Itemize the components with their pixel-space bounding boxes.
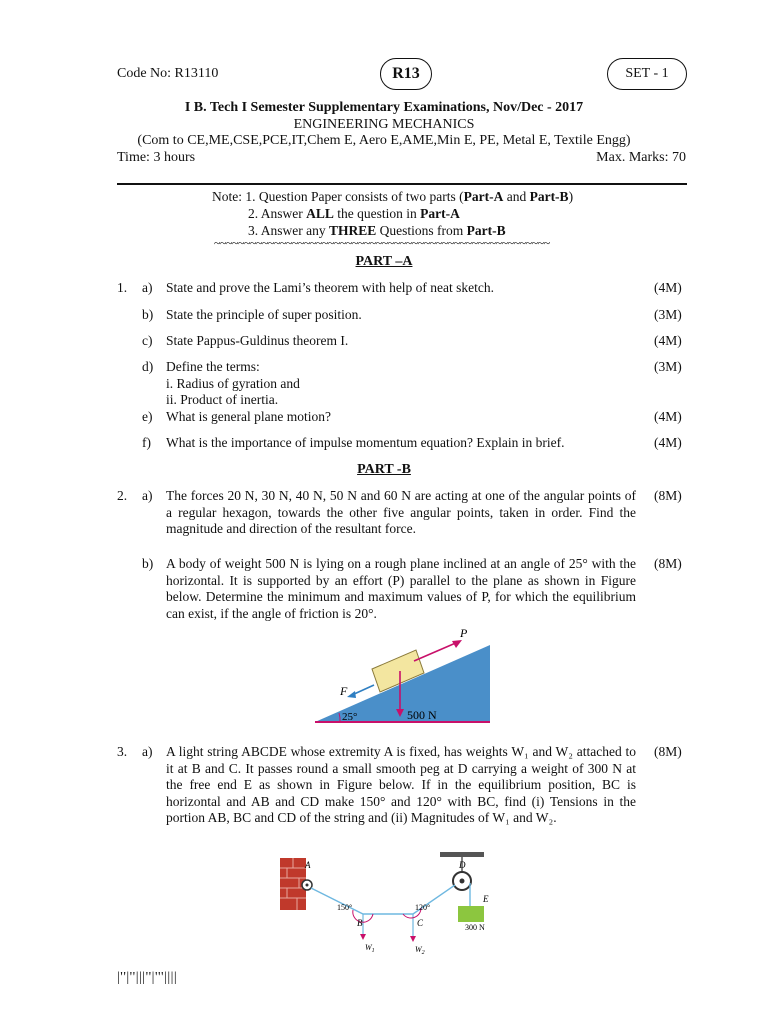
question-text: What is the importance of impulse momentum equation? Explain in brief. bbox=[166, 435, 565, 450]
ceiling bbox=[440, 852, 484, 857]
question-line: i. Radius of gyration and bbox=[166, 375, 300, 391]
note-text: 3. Answer any bbox=[248, 223, 329, 238]
label-w1: $W_1$ bbox=[365, 943, 375, 954]
question-text: A light string ABCDE whose extremity A is fixed, has weights W₁ and W₂ attached to it at B and C. It passes round a small smooth peg at D carrying a weight of 300 N at the free end E as shown in Figure below. If in the equilibrium position, BC is horizontal and AB and CD make 150° and 120° with BC, find (i) Tensions in the portion AB, BC and CD of the string and (ii) Magnitudes of W₁ and W₂. bbox=[166, 744, 636, 825]
friction-arrowhead bbox=[347, 691, 356, 698]
question-text: What is general plane motion? bbox=[166, 409, 331, 424]
string-peg-figure bbox=[275, 850, 505, 960]
peg-d-center bbox=[460, 879, 465, 884]
exam-title: I B. Tech I Semester Supplementary Examinations, Nov/Dec - 2017 bbox=[184, 100, 584, 115]
question-text: State and prove the Lami’s theorem with help of neat sketch. bbox=[166, 280, 495, 295]
question-marks: (4M) bbox=[654, 435, 682, 450]
subquestion-label: a) bbox=[142, 280, 153, 295]
note-bold: ALL bbox=[306, 206, 334, 221]
question-marks: (3M) bbox=[654, 307, 682, 322]
question-marks: (8M) bbox=[654, 488, 682, 503]
note-bold: Part-A bbox=[420, 206, 460, 221]
question-marks: (3M) bbox=[654, 359, 682, 374]
label-e: E bbox=[483, 894, 489, 904]
part-b-heading: PART -B bbox=[357, 462, 411, 477]
label-weight: 500 N bbox=[407, 708, 437, 722]
label-c: C bbox=[417, 918, 424, 928]
label-120: 120° bbox=[415, 903, 431, 912]
label-b: B bbox=[357, 918, 363, 928]
label-a: A bbox=[305, 860, 311, 870]
subquestion-label: a) bbox=[142, 488, 153, 503]
note-text: and bbox=[503, 189, 530, 204]
inclined-plane-figure bbox=[300, 625, 500, 730]
subquestion-label: f) bbox=[142, 435, 151, 450]
exam-time: Time: 3 hours bbox=[117, 150, 196, 165]
effort-arrow bbox=[414, 642, 458, 661]
note-bold: Part-A bbox=[463, 189, 504, 204]
label-f: F bbox=[340, 684, 348, 698]
question-text: A body of weight 500 N is lying on a rough plane inclined at an angle of 25° with the horizontal. It is supported by an effort (P) parallel to the plane as shown in Figure below. Determine the minimum and maximum values of P, for which the equilibrium can exist, if the angle of friction is 20°. bbox=[166, 556, 636, 621]
w1-arrowhead bbox=[360, 934, 366, 940]
label-angle: 25° bbox=[342, 711, 358, 723]
note-text: Questions from bbox=[376, 223, 467, 238]
label-150: 150° bbox=[337, 903, 353, 912]
note-text: 2. Answer bbox=[248, 206, 307, 221]
label-p: P bbox=[460, 626, 468, 640]
question-number: 1. bbox=[117, 280, 128, 295]
label-w2: $W_2$ bbox=[415, 945, 425, 956]
question-number: 3. bbox=[117, 744, 128, 759]
note-text: Note: 1. Question Paper consists of two parts ( bbox=[212, 189, 464, 204]
question-marks: (8M) bbox=[654, 556, 682, 571]
question-marks: (4M) bbox=[654, 333, 682, 348]
string-abcd bbox=[311, 885, 455, 914]
label-d: D bbox=[459, 860, 466, 870]
note-bold: THREE bbox=[329, 223, 377, 238]
instructions-note bbox=[212, 188, 573, 239]
weight-300n bbox=[458, 906, 484, 922]
subquestion-label: b) bbox=[142, 556, 154, 571]
note-line-2 bbox=[212, 205, 573, 222]
note-text: the question in bbox=[333, 206, 421, 221]
subject-name: ENGINEERING MECHANICS bbox=[293, 117, 475, 132]
subquestion-label: e) bbox=[142, 409, 153, 424]
question-line: Define the terms: bbox=[166, 359, 260, 374]
label-300n: 300 N bbox=[465, 923, 485, 932]
subquestion-label: b) bbox=[142, 307, 154, 322]
question-text: State Pappus-Guldinus theorem I. bbox=[166, 333, 349, 348]
question-marks: (8M) bbox=[654, 744, 682, 759]
note-text: ) bbox=[568, 189, 574, 204]
regulation-badge: R13 bbox=[380, 58, 432, 90]
max-marks: Max. Marks: 70 bbox=[596, 150, 686, 165]
pin-a-center bbox=[306, 884, 309, 887]
note-bold: Part-B bbox=[529, 189, 569, 204]
set-badge: SET - 1 bbox=[607, 58, 687, 90]
question-line: ii. Product of inertia. bbox=[166, 392, 279, 407]
w2-arrowhead bbox=[410, 936, 416, 942]
question-number: 2. bbox=[117, 488, 128, 503]
branches-list: (Com to CE,ME,CSE,PCE,IT,Chem E, Aero E,AME,Min E, PE, Metal E, Textile Engg) bbox=[137, 133, 631, 148]
question-marks: (4M) bbox=[654, 409, 682, 424]
part-a-heading: PART –A bbox=[355, 254, 413, 269]
code-number: Code No: R13110 bbox=[117, 66, 219, 81]
question-text: The forces 20 N, 30 N, 40 N, 50 N and 60 N are acting at one of the angular points of a regular hexagon, towards the other five angular points, taken in order. Find the magnitude and direction of the resultant force. bbox=[166, 488, 636, 536]
subquestion-label: d) bbox=[142, 359, 154, 374]
note-line-1 bbox=[212, 188, 573, 205]
subquestion-label: c) bbox=[142, 333, 153, 348]
header-divider bbox=[117, 183, 687, 185]
question-marks: (4M) bbox=[654, 280, 682, 295]
tilde-divider: ~~~~~~~~~~~~~~~~~~~~~~~~~~~~~~~~~~~~~~~~~~~~~~~~~~~~~~~~ bbox=[214, 236, 550, 250]
question-text bbox=[166, 359, 636, 409]
footer-barcode-text: |''|''|||''|'''|||| bbox=[117, 970, 178, 985]
question-text: State the principle of super position. bbox=[166, 307, 362, 322]
note-bold: Part-B bbox=[466, 223, 506, 238]
subquestion-label: a) bbox=[142, 744, 153, 759]
